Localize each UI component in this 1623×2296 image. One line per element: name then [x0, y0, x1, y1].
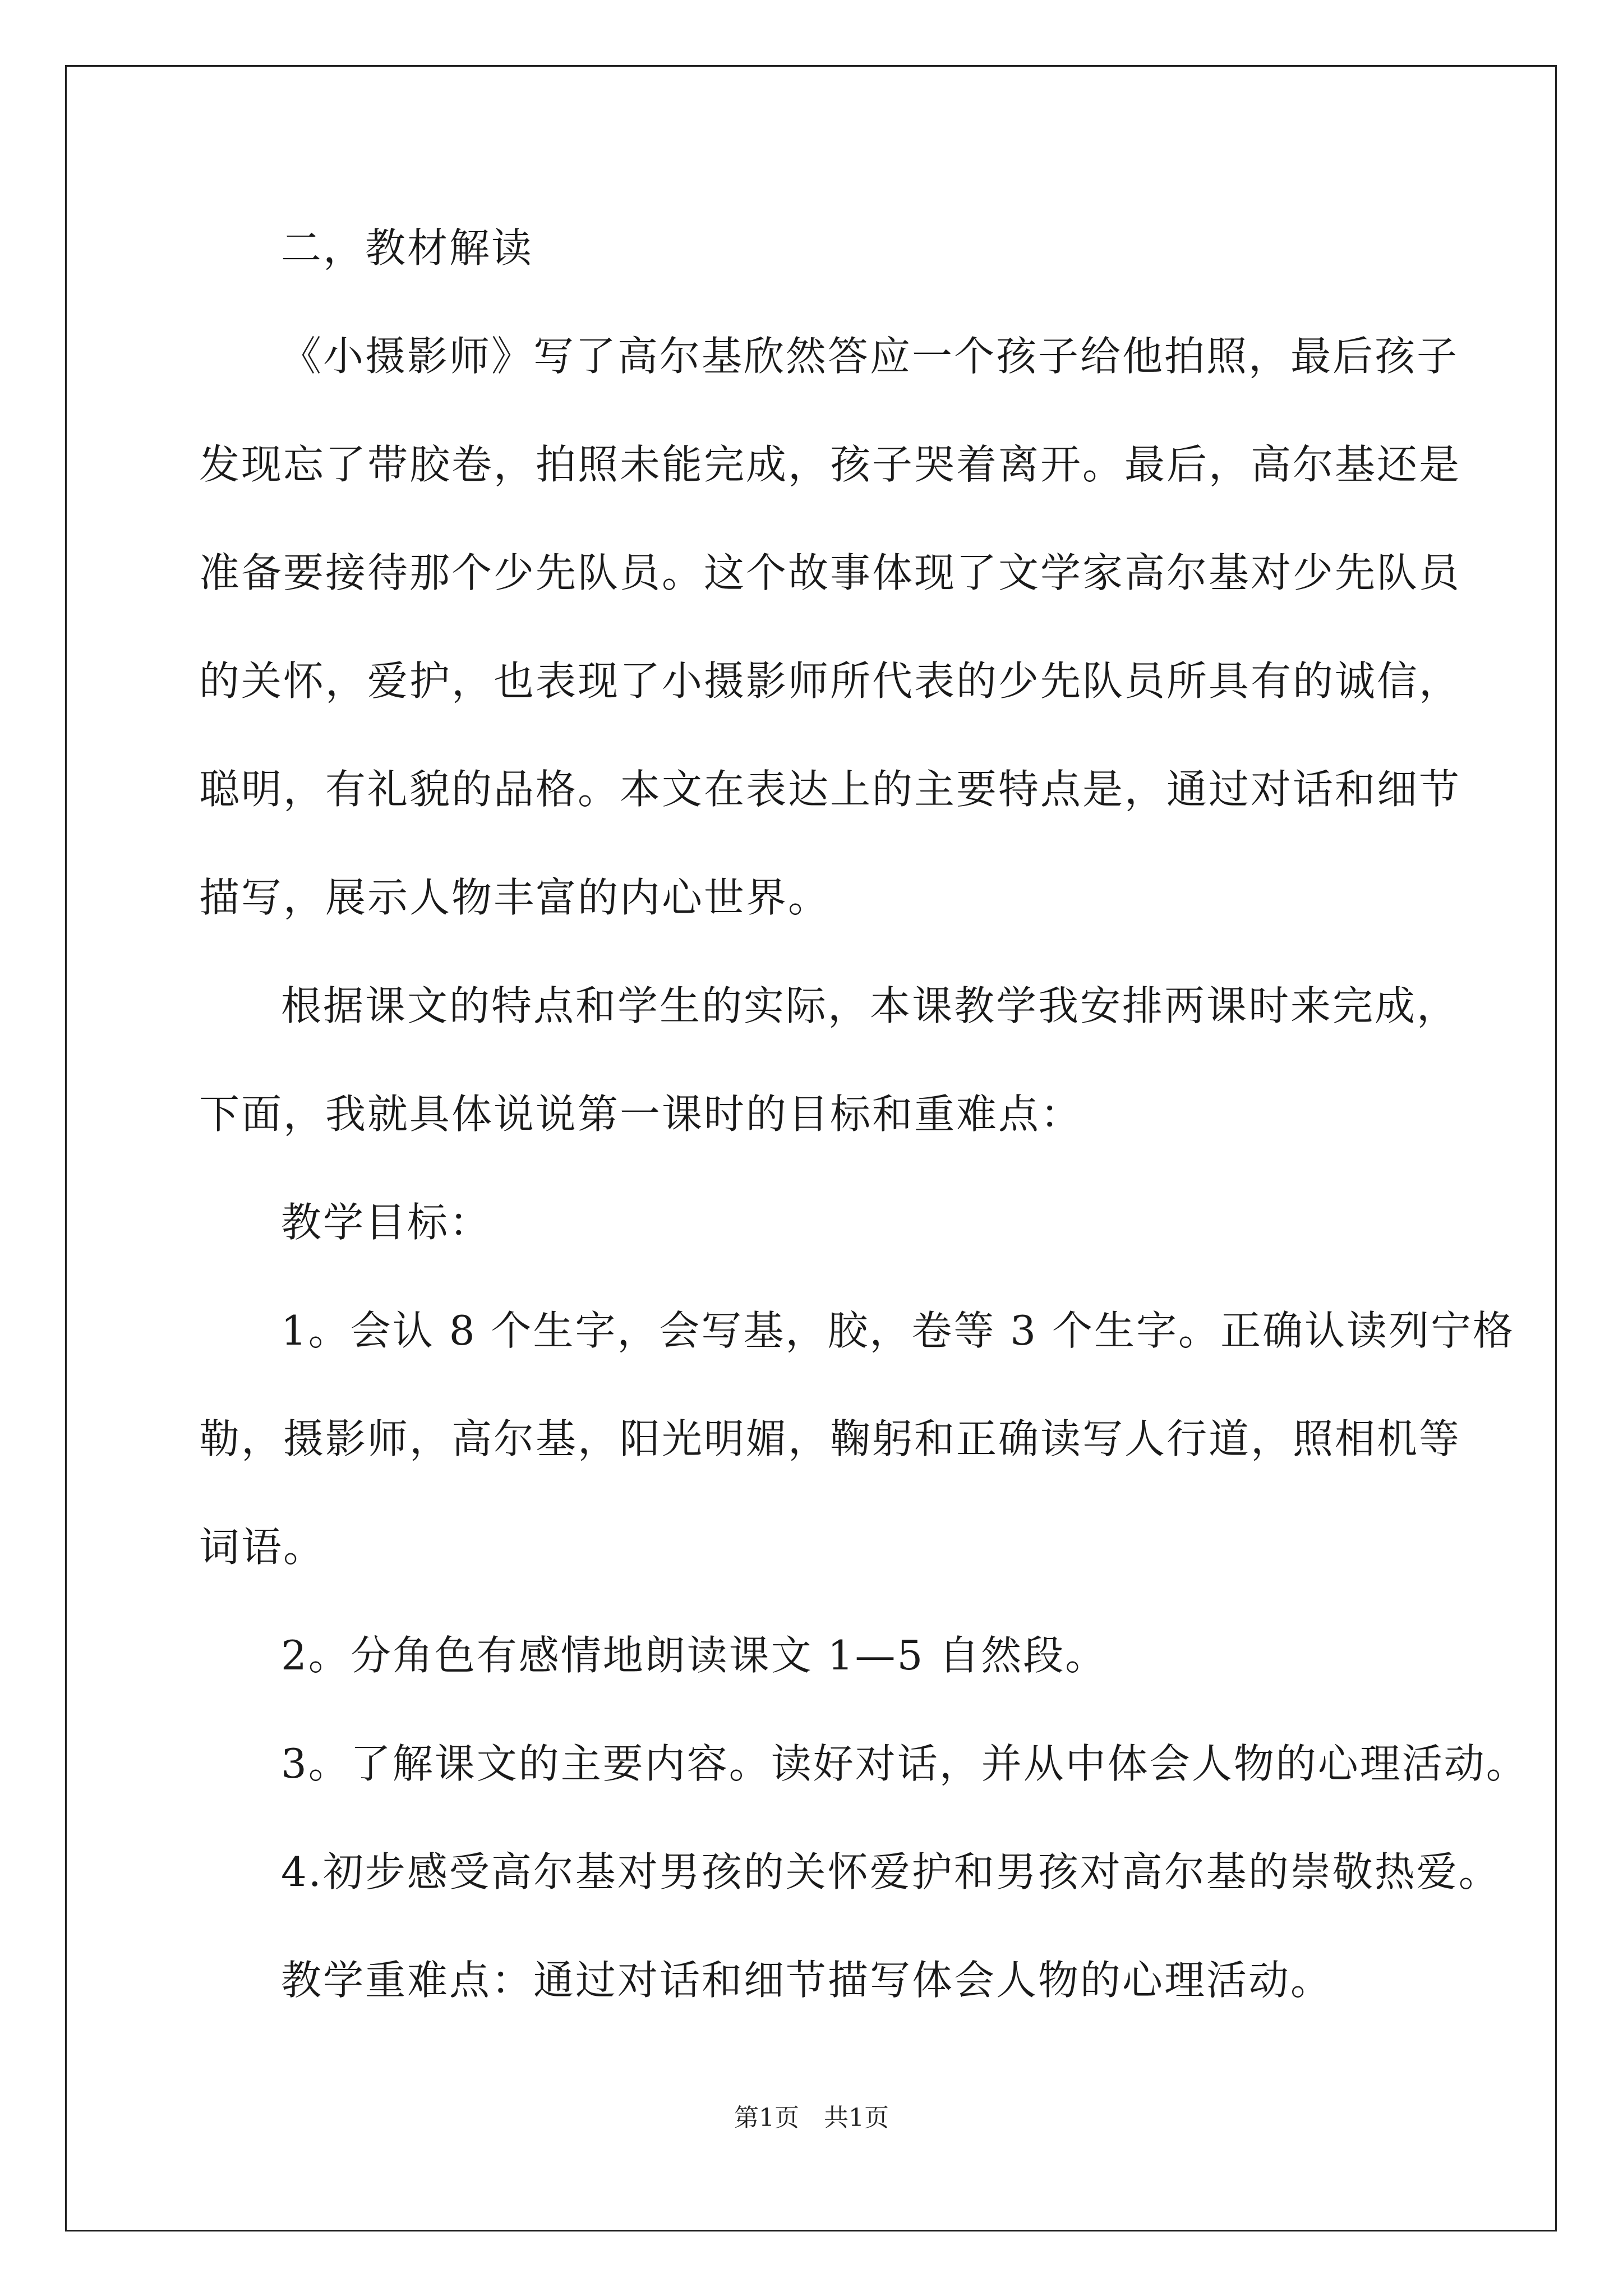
paragraph-line: 《小摄影师》写了高尔基欣然答应一个孩子给他拍照，最后孩子	[281, 333, 1459, 380]
goal-item-1-continued: 词语。	[199, 1524, 326, 1571]
goals-heading: 教学目标：	[281, 1199, 492, 1246]
page-border	[65, 65, 1557, 2231]
paragraph-line: 下面，我就具体说说第一课时的目标和重难点：	[199, 1091, 1083, 1138]
section-heading: 二，教材解读	[281, 224, 534, 272]
paragraph-line: 的关怀，爱护，也表现了小摄影师所代表的少先队员所具有的诚信，	[199, 657, 1461, 705]
paragraph-line: 根据课文的特点和学生的实际，本课教学我安排两课时来完成，	[281, 982, 1459, 1029]
paragraph-line: 描写，展示人物丰富的内心世界。	[199, 874, 831, 921]
key-points: 教学重难点：通过对话和细节描写体会人物的心理活动。	[281, 1957, 1333, 2004]
goal-item-2: 2。分角色有感情地朗读课文 1—5 自然段。	[281, 1632, 1108, 1679]
goal-item-4: 4.初步感受高尔基对男孩的关怀爱护和男孩对高尔基的崇敬热爱。	[281, 1848, 1501, 1895]
goal-item-3: 3。了解课文的主要内容。读好对话，并从中体会人物的心理活动。	[281, 1740, 1528, 1787]
goal-item-1: 1。会认 8 个生字，会写基，胶，卷等 3 个生字。正确认读列宁格	[281, 1307, 1515, 1354]
paragraph-line: 聪明，有礼貌的品格。本文在表达上的主要特点是，通过对话和细节	[199, 766, 1461, 813]
paragraph-line: 发现忘了带胶卷，拍照未能完成，孩子哭着离开。最后，高尔基还是	[199, 441, 1461, 488]
paragraph-line: 准备要接待那个少先队员。这个故事体现了文学家高尔基对少先队员	[199, 549, 1461, 596]
goal-item-1-continued: 勒，摄影师，高尔基，阳光明媚，鞠躬和正确读写人行道，照相机等	[199, 1415, 1461, 1462]
page-number-footer: 第1页 共1页	[734, 2104, 889, 2132]
